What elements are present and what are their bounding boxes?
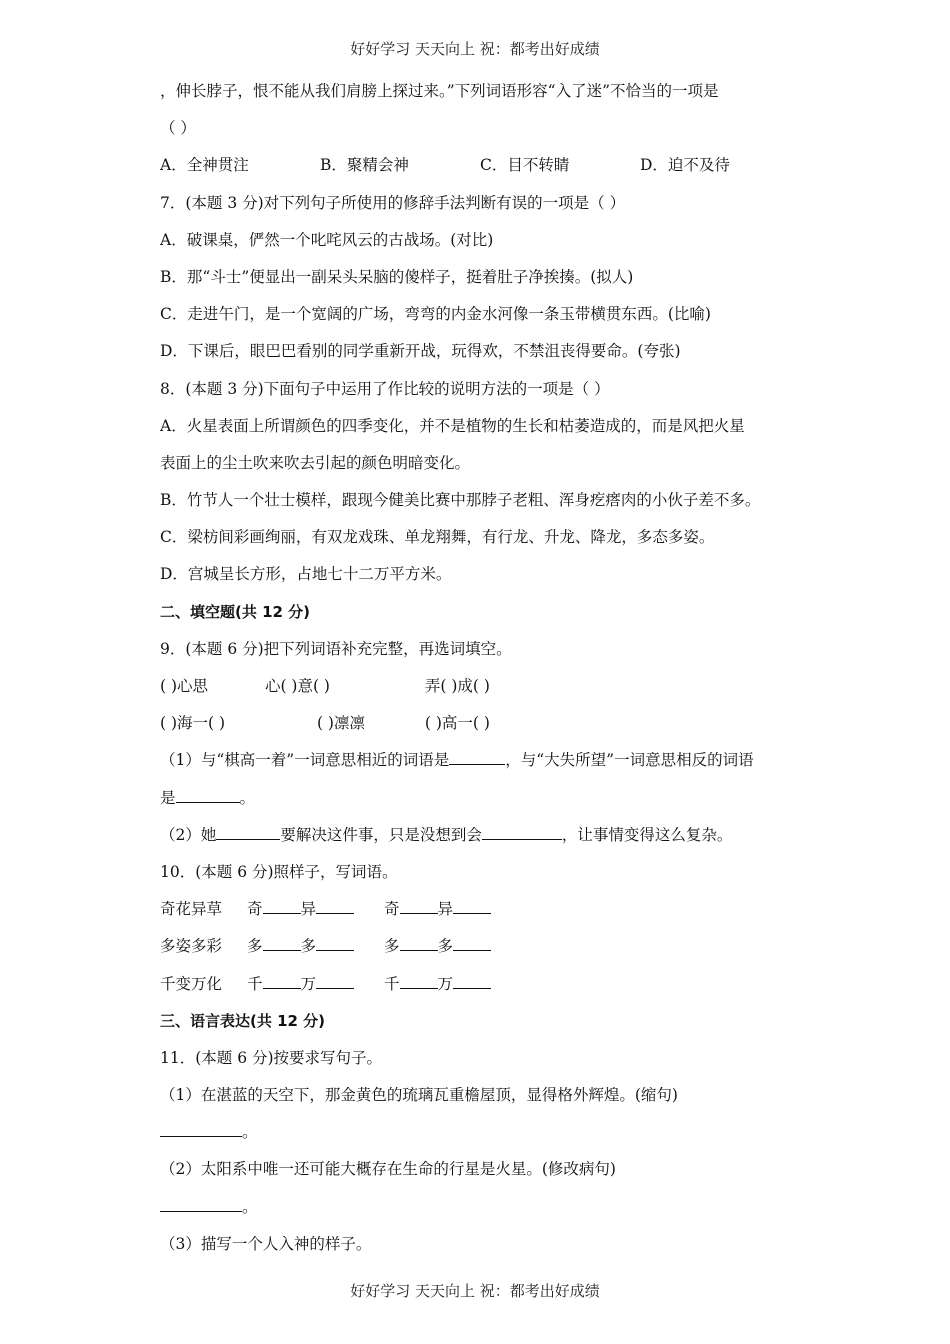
q7-option-a: A．破课桌，俨然一个叱咤风云的古战场。(对比) (160, 230, 494, 249)
q10-char: 万 (300, 974, 317, 993)
q8-option-a-line2: 表面上的尘土吹来吹去引起的颜色明暗变化。 (160, 453, 471, 472)
q9-word-4: ( )海一( ) (160, 714, 226, 733)
section-3-title: 三、语言表达(共 12 分) (160, 1011, 326, 1030)
q9-sub2-part-a: （2）她 (160, 825, 217, 844)
q10-char: 千 (384, 974, 400, 993)
answer-blank[interactable] (453, 897, 491, 914)
section-2-title: 二、填空题(共 12 分) (160, 602, 311, 621)
answer-blank[interactable] (316, 934, 354, 951)
q10-char: 奇 (384, 900, 400, 919)
q11-sub1-end: 。 (242, 1123, 258, 1142)
q9-words-row1 (160, 673, 800, 710)
answer-blank[interactable] (316, 897, 354, 914)
q10-stem: 10．(本题 6 分)照样子，写词语。 (160, 862, 398, 881)
q9-word-3: 弄( )成( ) (424, 677, 490, 695)
q6-tail: ，伸长脖子，恨不能从我们肩膀上探过来。”下列词语形容“入了迷”不恰当的一项是 (160, 82, 719, 100)
q10-char: 多 (437, 937, 454, 956)
exam-content (160, 78, 800, 1268)
answer-blank[interactable] (263, 897, 301, 914)
q10-row (160, 896, 800, 933)
q10-example: 多姿多彩 (160, 937, 223, 956)
q6-options (160, 152, 800, 189)
q9-word-1: ( )心思 (160, 677, 209, 695)
q11-sub1-answer (160, 1119, 800, 1156)
q11-sub2-answer (160, 1194, 800, 1231)
q7-option-c: C．走进午门，是一个宽阔的广场，弯弯的内金水河像一条玉带横贯东西。(比喻) (160, 305, 711, 324)
q9-word-2: 心( )意( ) (264, 677, 330, 695)
answer-blank[interactable] (160, 1195, 242, 1212)
answer-blank[interactable] (316, 972, 354, 989)
q8-option-a-line1: A．火星表面上所谓颜色的四季变化，并不是植物的生长和枯萎造成的，而是风把火星 (160, 416, 745, 435)
q10-example: 千变万化 (160, 974, 223, 993)
q7-stem: 7．(本题 3 分)对下列句子所使用的修辞手法判断有误的一项是（ ） (160, 193, 626, 212)
q10-example: 奇花异草 (160, 900, 223, 919)
answer-blank[interactable] (160, 1120, 242, 1137)
q10-char: 异 (300, 900, 317, 919)
answer-blank[interactable] (400, 897, 438, 914)
q10-char: 万 (437, 974, 454, 993)
q8-option-b: B．竹节人一个壮士模样，跟现今健美比赛中那脖子老粗、浑身疙瘩肉的小伙子差不多。 (160, 491, 761, 510)
q9-sub2-part-b: 要解决这件事，只是没想到会 (280, 825, 482, 844)
answer-blank[interactable] (176, 786, 240, 803)
q9-stem: 9．(本题 6 分)把下列词语补充完整，再选词填空。 (160, 639, 512, 658)
q10-row (160, 933, 800, 970)
q11-sub3: （3）描写一个人入神的样子。 (160, 1234, 372, 1253)
q9-sub1 (160, 747, 800, 784)
q10-char: 千 (247, 974, 263, 993)
q11-stem: 11．(本题 6 分)按要求写句子。 (160, 1048, 383, 1067)
q10-char: 多 (384, 937, 400, 956)
answer-blank[interactable] (400, 972, 438, 989)
q10-char: 奇 (247, 900, 263, 919)
q6-paren: （ ） (160, 119, 196, 138)
q10-row (160, 971, 800, 1008)
page-header: 好好学习 天天向上 祝：都考出好成绩 (350, 40, 600, 58)
q11-sub2: （2）太阳系中唯一还可能大概存在生命的行星是火星。(修改病句) (160, 1160, 616, 1179)
q9-sub2 (160, 822, 800, 859)
q9-word-6: ( )高一( ) (424, 714, 490, 733)
answer-blank[interactable] (453, 934, 491, 951)
q11-sub1: （1）在湛蓝的天空下，那金黄色的琉璃瓦重檐屋顶，显得格外辉煌。(缩句) (160, 1086, 678, 1105)
q9-words-row2 (160, 710, 800, 747)
q9-sub1-part-a: （1）与“棋高一着”一词意思相近的词语是 (160, 751, 450, 770)
q6-option-a: A．全神贯注 (160, 156, 249, 175)
q9-sub1-cont (160, 785, 800, 822)
q10-char: 异 (437, 900, 454, 919)
answer-blank[interactable] (400, 934, 438, 951)
answer-blank[interactable] (263, 972, 301, 989)
q9-sub1-part-c: 是 (160, 788, 176, 807)
answer-blank[interactable] (449, 748, 505, 765)
q6-option-b: B．聚精会神 (320, 156, 409, 175)
answer-blank[interactable] (263, 934, 301, 951)
q9-word-5: ( )凛凛 (316, 714, 365, 733)
q8-stem: 8．(本题 3 分)下面句子中运用了作比较的说明方法的一项是（ ） (160, 379, 610, 398)
answer-blank[interactable] (216, 823, 280, 840)
q6-option-d: D．迫不及待 (640, 156, 730, 175)
answer-blank[interactable] (453, 972, 491, 989)
q9-sub2-part-c: ，让事情变得这么复杂。 (561, 825, 733, 844)
q6-option-c: C．目不转睛 (480, 156, 570, 175)
q10-char: 多 (300, 937, 317, 956)
answer-blank[interactable] (482, 823, 562, 840)
q10-char: 多 (247, 937, 263, 956)
page-footer: 好好学习 天天向上 祝：都考出好成绩 (350, 1282, 600, 1300)
q8-option-c: C．梁枋间彩画绚丽，有双龙戏珠、单龙翔舞，有行龙、升龙、降龙，多态多姿。 (160, 528, 715, 547)
q7-option-b: B．那“斗士”便显出一副呆头呆脑的傻样子，挺着肚子净挨揍。(拟人) (160, 267, 634, 286)
q9-sub1-part-d: 。 (239, 788, 256, 807)
q8-option-d: D．宫城呈长方形，占地七十二万平方米。 (160, 565, 452, 584)
q9-sub1-part-b: ，与“大失所望”一词意思相反的词语 (505, 751, 754, 770)
q7-option-d: D．下课后，眼巴巴看别的同学重新开战，玩得欢，不禁沮丧得要命。(夸张) (160, 342, 681, 361)
q11-sub2-end: 。 (242, 1197, 258, 1216)
